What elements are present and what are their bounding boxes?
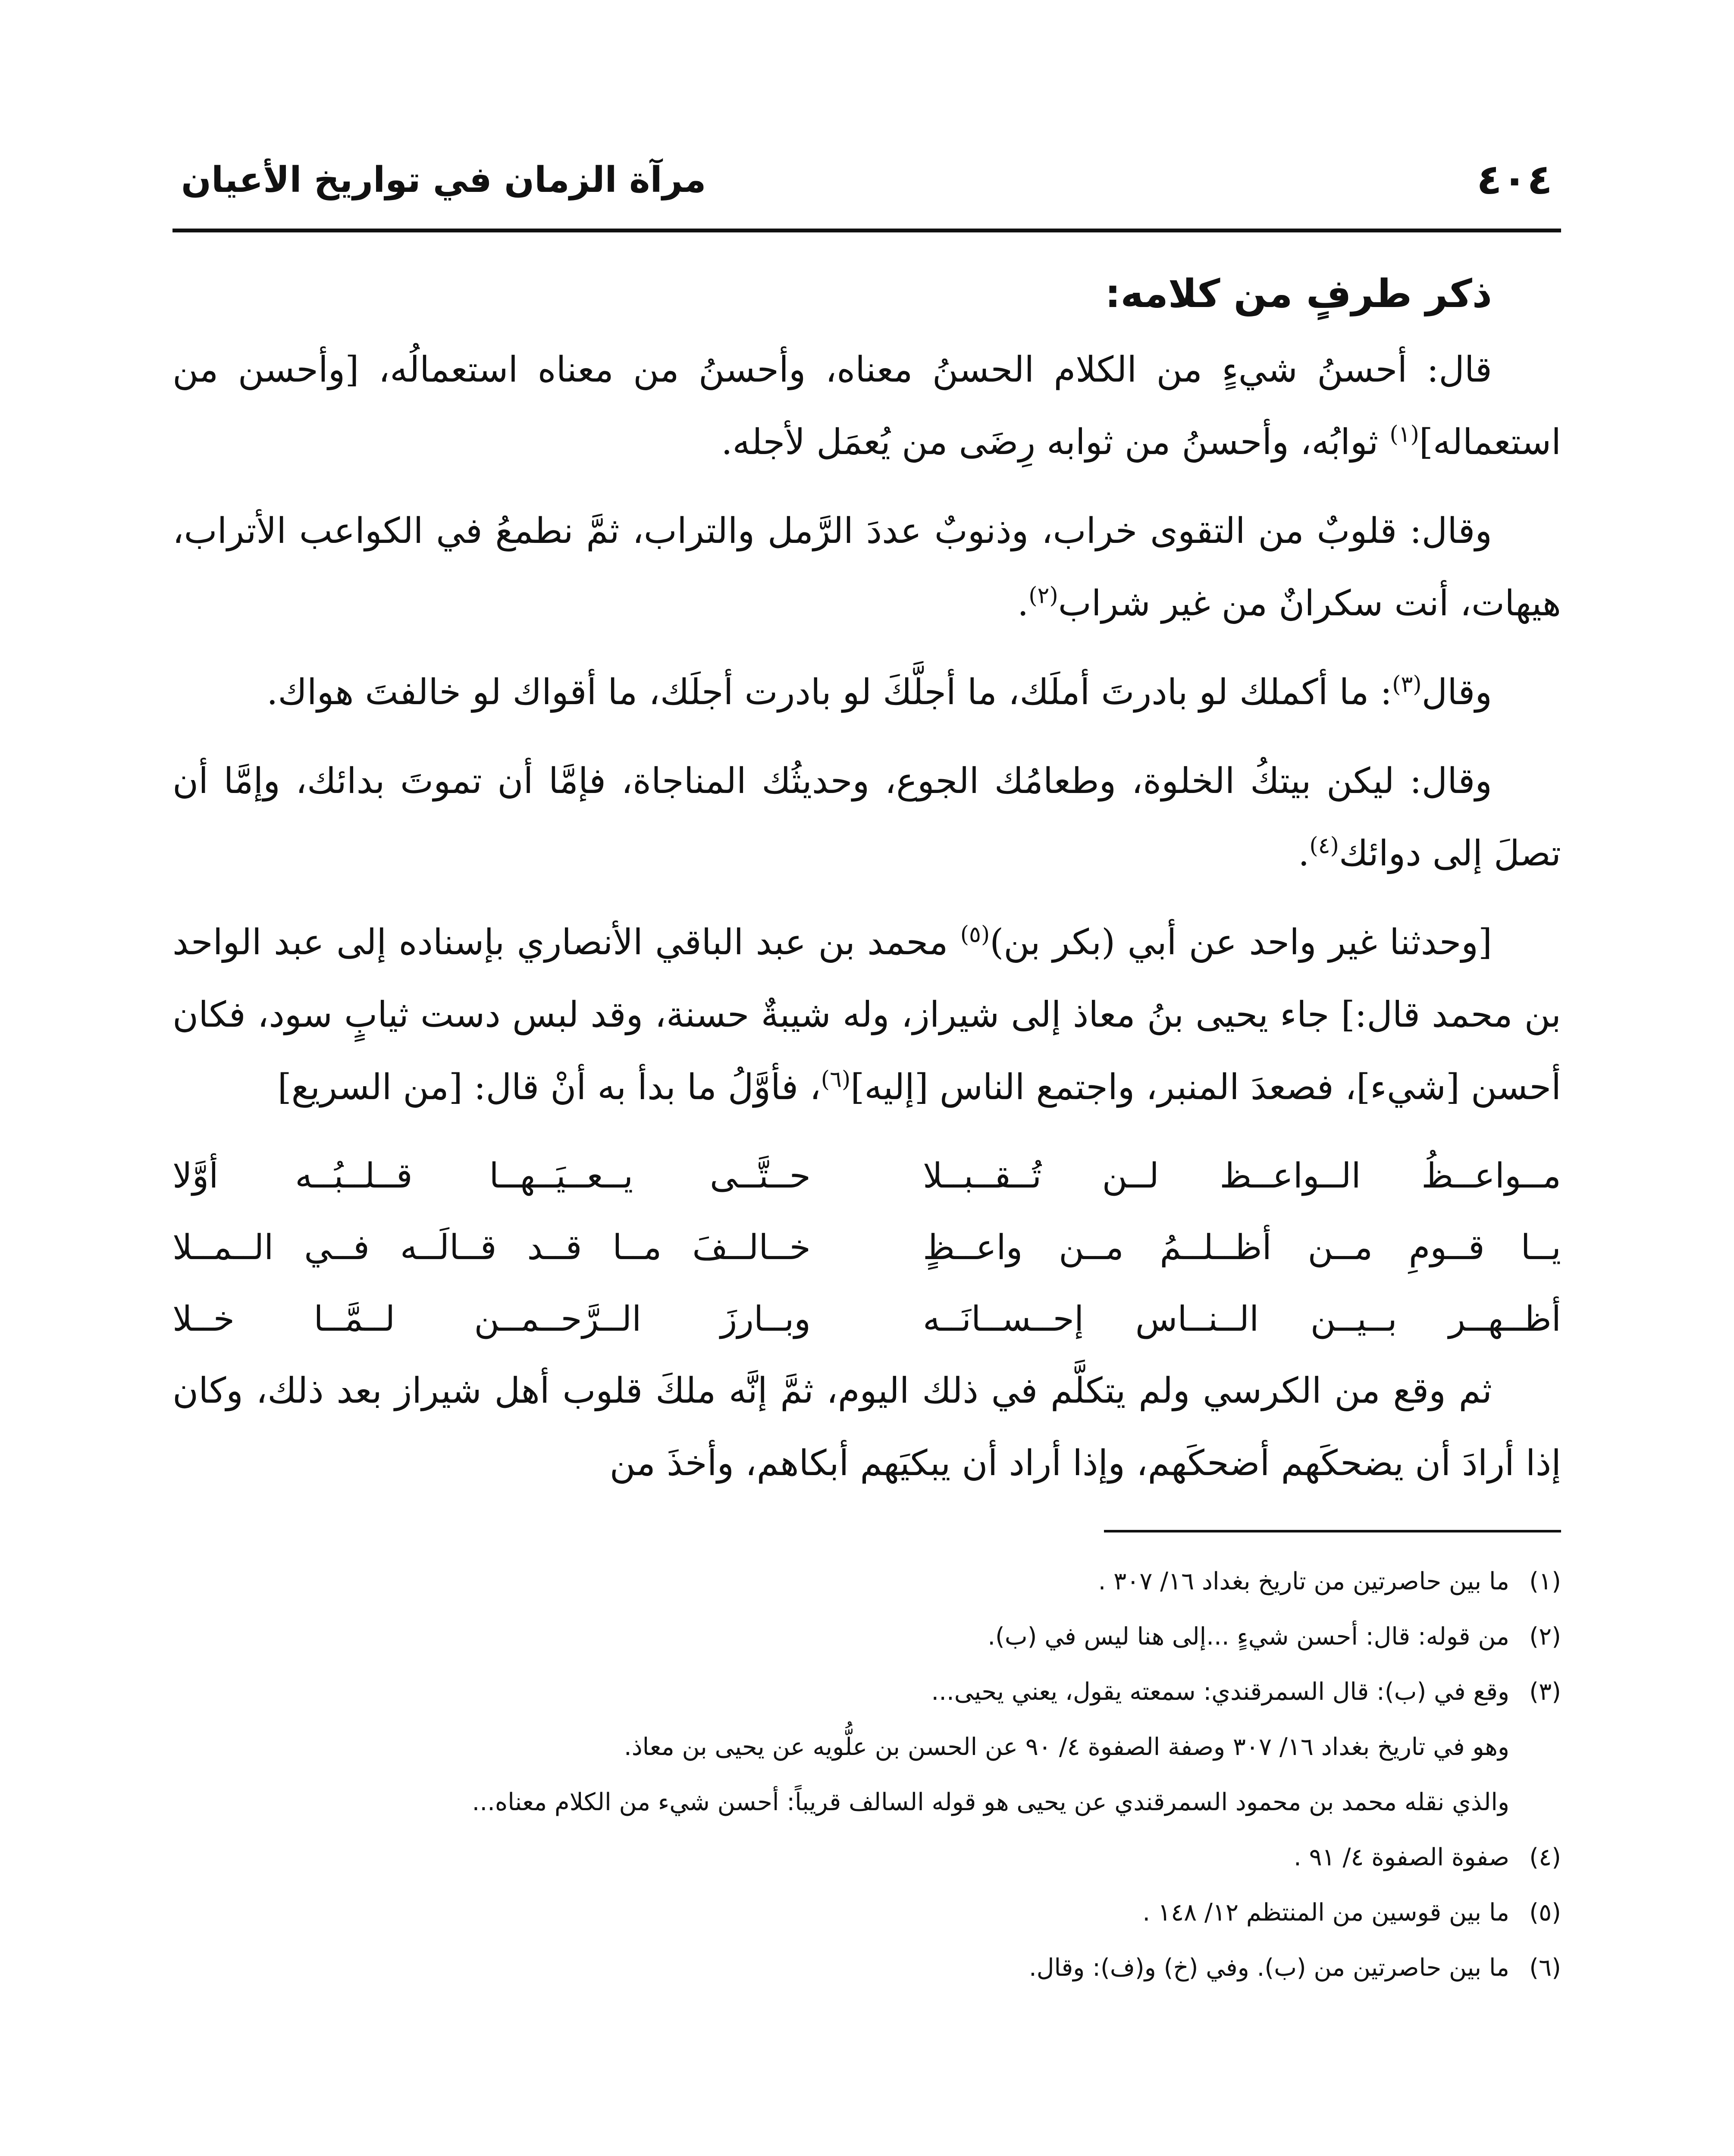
footnote-text: من قوله: قال: أحسن شيءٍ ...إلى هنا ليس في (ب).: [988, 1623, 1509, 1651]
poem-verse: [172, 1140, 1561, 1212]
poem-verse: [172, 1283, 1561, 1355]
paragraph-text: ، فأوَّلُ ما بدأ به أنْ قال: [من السريع]: [277, 1067, 821, 1108]
footnote: [172, 1830, 1561, 1885]
paragraph-text: .: [1298, 833, 1310, 874]
page-number: ٤٠٤: [1477, 155, 1552, 204]
paragraph-4: [172, 745, 1561, 890]
footnote-ref: (٤): [1309, 833, 1339, 859]
footnote-ref: (٣): [1392, 671, 1422, 698]
footnote: [172, 1885, 1561, 1940]
paragraph-5: [172, 906, 1561, 1124]
footnote-ref: (١): [1389, 421, 1419, 448]
footnote-text: ما بين قوسين من المنتظم ١٢/ ١٤٨ .: [1142, 1899, 1509, 1927]
footnote-number: (٣): [1529, 1678, 1561, 1706]
footnote-number: (١): [1529, 1567, 1561, 1595]
footnote-continuation: والذي نقله محمد بن محمود السمرقندي عن يحيى هو قوله السالف قريباً: أحسن شيء من الكلام معناه...: [472, 1788, 1509, 1816]
footnote: [172, 1940, 1561, 1996]
verse-second-hemistich: خــالــفَ مــا قــد قــالَــه فــي الــمــلا: [172, 1227, 811, 1267]
paragraph-text: .: [1017, 583, 1029, 624]
paragraph-text: [وحدثنا غير واحد عن أبي (بكر بن): [990, 922, 1492, 963]
verse-second-hemistich: وبــارزَ الــرَّحــمــن لــمَّــا خــلا: [172, 1299, 811, 1339]
paragraph-text: محمد بن عبد الباقي الأنصاري بإسناده إلى عبد الواحد بن محمد قال:] جاء يحيى بنُ معاذ إلى شيراز، وله شيبةٌ حسنة، وقد لبس دست ثيابٍ سود، فكان أحسن [شيء]، فصعدَ المنبر، واجتمع الناس [إليه]: [172, 922, 1561, 1108]
paragraph-after-poem: ثم وقع من الكرسي ولم يتكلَّم في ذلك اليوم، ثمَّ إنَّه ملكَ قلوب أهل شيراز بعد ذلك، وكان إذا أرادَ أن يضحكَهم أضحكَهم، وإذا أراد أن يبكيَهم أبكاهم، وأخذَ من: [172, 1370, 1561, 1484]
paragraph-text: وقال: [1421, 672, 1492, 713]
paragraph-1: [172, 334, 1561, 479]
book-page: [172, 142, 1561, 2156]
verse-second-hemistich: حــتَّــى يــعــيَــهــا قــلــبُــه أوَّلا: [172, 1156, 811, 1196]
footnote-text: صفوة الصفوة ٤/ ٩١ .: [1293, 1843, 1509, 1871]
footnote: [172, 1609, 1561, 1664]
footnote-number: (٦): [1529, 1954, 1561, 1982]
poem: [172, 1140, 1561, 1355]
poem-verse: [172, 1212, 1561, 1283]
footnote: [172, 1554, 1561, 1609]
footnote-ref: (٦): [821, 1066, 851, 1093]
footnote: [172, 1664, 1561, 1720]
footnote-ref: (٢): [1028, 583, 1058, 609]
section-heading: ذكر طرفٍ من كلامه:: [1105, 271, 1492, 317]
paragraph-3: [172, 656, 1561, 729]
paragraph-text: : ما أكملك لو بادرتَ أملَك، ما أجلَّكَ لو بادرت أجلَك، ما أقواك لو خالفتَ هواك.: [267, 672, 1392, 713]
paragraph-text: قال: أحسنُ شيءٍ من الكلام الحسنُ معناه، وأحسنُ من معناه استعمالُه، [وأحسن من استعماله]: [172, 349, 1561, 463]
paragraph-text: وقال: قلوبٌ من التقوى خراب، وذنوبٌ عددَ الرَّمل والتراب، ثمَّ نطمعُ في الكواعب الأتراب، هيهات، أنت سكرانٌ من غير شراب: [172, 511, 1561, 624]
footnote-divider: [1104, 1530, 1561, 1532]
footnote-text: وقع في (ب): قال السمرقندي: سمعته يقول، يعني يحيى...: [931, 1678, 1509, 1706]
footnote-number: (٢): [1529, 1623, 1561, 1651]
verse-first-hemistich: أظــهــر بــيــن الــنــاس إحــســانَــه: [923, 1299, 1561, 1339]
paragraph-2: [172, 495, 1561, 640]
book-title: مرآة الزمان في تواريخ الأعيان: [181, 160, 706, 201]
footnote-text: ما بين حاصرتين من تاريخ بغداد ١٦/ ٣٠٧ .: [1098, 1567, 1509, 1595]
verse-first-hemistich: مــواعــظُ الــواعــظ لــن تُــقــبــلا: [923, 1156, 1561, 1196]
footnote-continuation: وهو في تاريخ بغداد ١٦/ ٣٠٧ وصفة الصفوة ٤/ ٩٠ عن الحسن بن علُّويه عن يحيى بن معاذ.: [624, 1733, 1509, 1761]
verse-first-hemistich: يــا قــومِ مــن أظــلــمُ مــن واعــظٍ: [923, 1227, 1561, 1267]
running-header: [172, 142, 1561, 232]
paragraph-text: وقال: ليكن بيتكُ الخلوة، وطعامُك الجوع، وحديثُك المناجاة، فإمَّا أن تموتَ بدائك، وإمَّا أن تصلَ إلى دوائك: [172, 761, 1561, 874]
footnote-number: (٥): [1529, 1899, 1561, 1927]
footnotes: [172, 1554, 1561, 1996]
footnote-ref: (٥): [960, 921, 990, 948]
paragraph-text: ثوابُه، وأحسنُ من ثوابه رِضَى من يُعمَل لأجله.: [721, 422, 1390, 463]
footnote-text: ما بين حاصرتين من (ب). وفي (خ) و(ف): وقال.: [1028, 1954, 1509, 1982]
footnote-number: (٤): [1529, 1843, 1561, 1871]
